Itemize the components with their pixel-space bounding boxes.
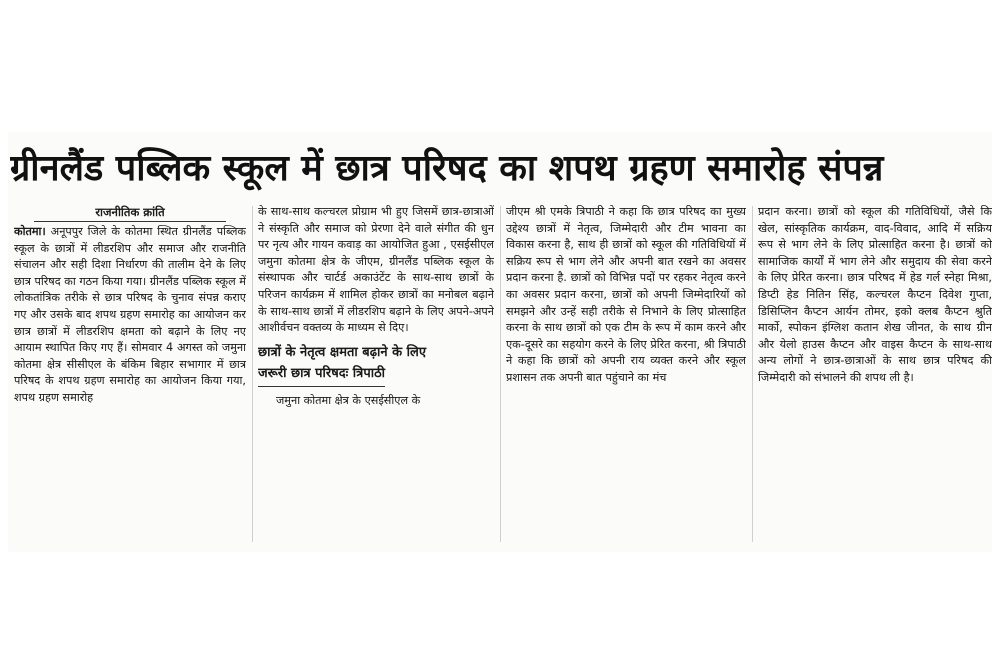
column-1-paragraph [14,224,246,407]
column-divider [752,206,753,542]
subheading-line-1: छात्रों के नेतृत्व क्षमता बढ़ाने के लिए [258,344,427,360]
article-column-1 [14,204,246,542]
byline: राजनीतिक क्रांति [34,204,226,222]
column-4-paragraph [758,204,992,387]
column-1-text: अनूपपुर जिले के कोतमा स्थित ग्रीनलैंड पब्लिक स्कूल के छात्रों में लीडरशिप और समाज और राजनीति संचालन और सही दिशा निर्धारण की तालीम देने के लिए छात्र परिषद का गठन किया गया। ग्रीनलैंड पब्लिक स्कूल में लोकतांत्रिक तरीके से छात्र परिषद के चुनाव संपन्न कराए गए और उसके बाद शपथ ग्रहण समारोह का आयोजन कर छात्र छात्रों में लीडरशिप क्षमता को बढ़ाने के लिए नए आयाम स्थापित किए गए हैं। सोमवार 4 अगस्त को जमुना कोतमा क्षेत्र सीसीएल के बंकिम बिहार सभागार में छात्र परिषद के शपथ ग्रहण समारोह का आयोजन किया गया, शपथ ग्रहण समारोह [14,225,246,404]
column-4-text-a: प्रदान करना। छात्रों को स्कूल की गतिविधियों, जैसे कि खेल, सांस्कृतिक कार्यक्रम, वाद-विवाद, आदि में सक्रिय रूप से भाग लेने के लिए प्रोत्साहित करना है। छात्रों को सामाजिक कार्यों में भाग लेने और समुदाय की सेवा करने के लिए प्रेरित करना। [758,205,992,285]
article-column-3 [506,204,746,542]
column-divider [500,206,501,542]
column-2-text: के साथ-साथ कल्चरल प्रोग्राम भी हुए जिसमें छात्र-छात्राओं ने संस्कृति और समाज को प्रेरणा देने वाले संगीत की धुन पर नृत्य और गायन कवाड़ का आयोजित हुआ , एसईसीएल जमुना कोतमा क्षेत्र के जीएम, ग्रीनलैंड पब्लिक स्कूल के संस्थापक और चार्टर्ड अकाउंटेंट के साथ-साथ छात्रों के परिजन कार्यक्रम में शामिल होकर छात्रों का मनोबल बढ़ाने के साथ-साथ छात्रों में लीडरशिप बढ़ाने के लिए अपने-अपने आशीर्वचन वक्तव्य के माध्यम से दिए। [258,205,494,335]
column-2-text-continued: जमुना कोतमा क्षेत्र के एसईसीएल के [276,393,421,407]
column-divider [252,206,253,542]
column-4-text-b: छात्र परिषद में हेड गर्ल स्नेहा मिश्रा, डिप्टी हेड नितिन सिंह, कल्चरल कैप्टन दिवेश गुप्ता, डिसिप्लिन कैप्टन आर्यन तोमर, इको क्लब कैप्टन श्रुति मार्को, स्पोकन इंग्लिश कतान शेख जीनत, के साथ ग्रीन और येलो हाउस कैप्टन और वाइस कैप्टन के साथ-साथ अन्य लोगों ने छात्र-छात्राओं के साथ छात्र परिषद की जिम्मेदारी को संभालने की शपथ ली है। [758,271,992,384]
article-column-2 [258,204,494,542]
article-column-4 [758,204,992,542]
dateline: कोतमा। [14,225,46,238]
column-3-text: जीएम श्री एमके त्रिपाठी ने कहा कि छात्र परिषद का मुख्य उद्देश्य छात्रों में नेतृत्व, जिम्मेदारी और टीम भावना का विकास करना है, साथ ही छात्रों को स्कूल की गतिविधियों में सक्रिय रूप से भाग लेने और अपनी बात रखने का अवसर प्रदान करना है. छात्रों को विभिन्न पदों पर रहकर नेतृत्व करने का अवसर प्रदान करना, छात्रों को अपनी जिम्मेदारियों को समझने और उन्हें सही तरीके से निभाने के लिए प्रोत्साहित करना के साथ छात्रों को एक टीम के रूप में काम करने और एक-दूसरे का सहयोग करने के लिए प्रेरित करना, श्री त्रिपाठी ने कहा कि छात्रों को अपनी राय व्यक्त करने और स्कूल प्रशासन तक अपनी बात पहुंचाने का मंच [506,205,746,384]
article-headline: ग्रीनलैंड पब्लिक स्कूल में छात्र परिषद का शपथ ग्रहण समारोह संपन्न [10,148,884,189]
subheading-line-2: जरूरी छात्र परिषदः त्रिपाठी [258,364,385,387]
